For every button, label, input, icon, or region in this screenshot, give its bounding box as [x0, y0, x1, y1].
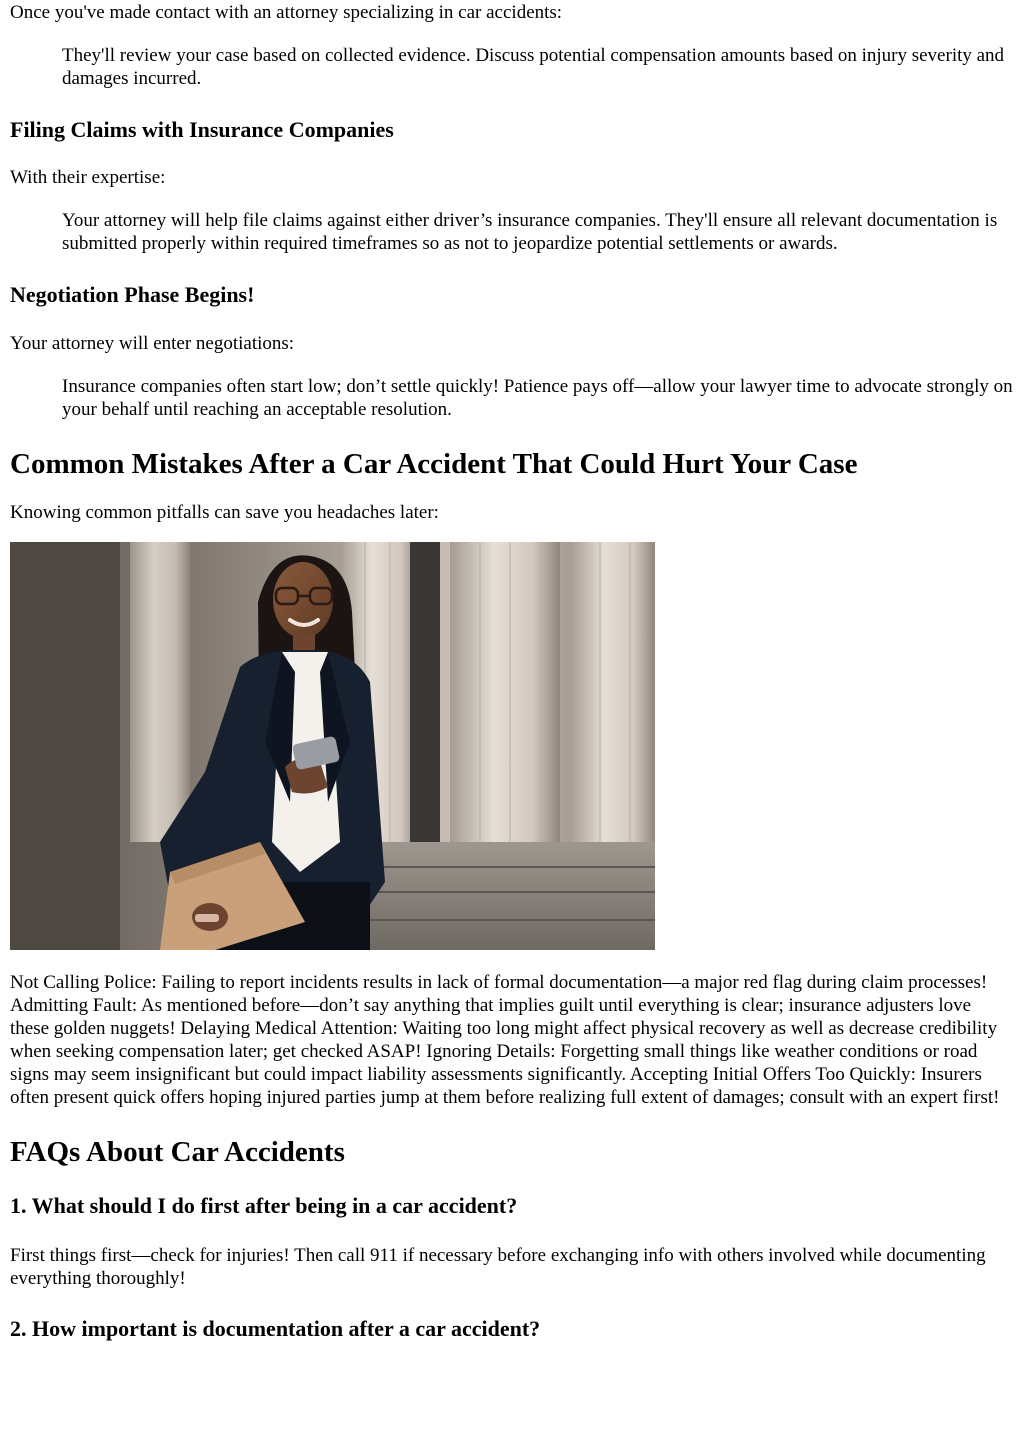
intro-attorney-contact: Once you've made contact with an attorney specializing in car accidents: — [10, 2, 563, 23]
blockquote-file-claims: Your attorney will help file claims against either driver’s insurance companies. They'll ensure all relevant documentation is submitted properly within required timeframes so as not to jeopardize potential settlements or awards. — [62, 210, 998, 254]
blockquote-negotiation: Insurance companies often start low; don’t settle quickly! Patience pays off—allow your lawyer time to advocate strongly on your behalf until reaching an acceptable resolution. — [62, 376, 1013, 420]
intro-expertise: With their expertise: — [10, 167, 166, 188]
mistakes-paragraph: Not Calling Police: Failing to report incidents results in lack of formal documentation—a major red flag during claim processes! Admitting Fault: As mentioned before—don’t say anything that implies guilt until everything is clear; insurance adjusters love these golden nuggets! Delaying Medical Attention: Waiting too long might affect physical recovery as well as decrease credibility when seeking compensation later; get checked ASAP! Ignoring Details: Forgetting small things like weather conditions or road signs may seem insignificant but could impact liability assessments significantly. Accepting Initial Offers Too Quickly: Insurers often present quick offers hoping injured parties jump at them before realizing full extent of damages; consult with an expert first! — [10, 972, 1000, 1108]
attorney-photo — [10, 542, 655, 950]
heading-common-mistakes: Common Mistakes After a Car Accident That Could Hurt Your Case — [10, 448, 858, 480]
intro-pitfalls: Knowing common pitfalls can save you headaches later: — [10, 502, 439, 523]
faq-question-2: 2. How important is documentation after a car accident? — [10, 1316, 541, 1341]
intro-negotiations: Your attorney will enter negotiations: — [10, 333, 295, 354]
faq-answer-1: First things first—check for injuries! Then call 911 if necessary before exchanging info with others involved while documenting everything thoroughly! — [10, 1245, 986, 1289]
heading-negotiation: Negotiation Phase Begins! — [10, 282, 255, 307]
faq-question-1: 1. What should I do first after being in a car accident? — [10, 1193, 518, 1218]
blockquote-case-review: They'll review your case based on collected evidence. Discuss potential compensation amounts based on injury severity and damages incurred. — [62, 45, 1005, 89]
heading-faqs: FAQs About Car Accidents — [10, 1136, 345, 1168]
heading-filing-claims: Filing Claims with Insurance Companies — [10, 117, 394, 142]
